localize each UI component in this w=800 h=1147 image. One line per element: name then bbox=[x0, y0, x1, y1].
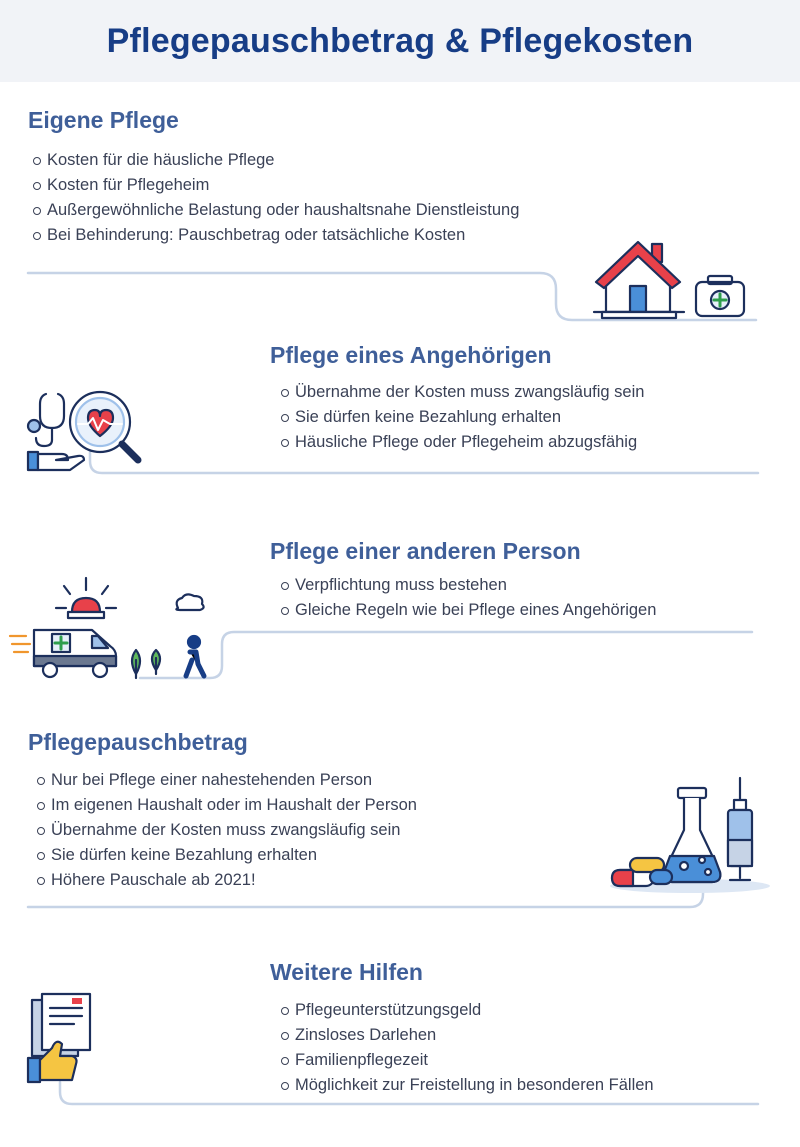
connector-line-1 bbox=[28, 273, 756, 320]
list-item: Höhere Pauschale ab 2021! bbox=[36, 868, 417, 893]
list-item: Möglichkeit zur Freistellung in besonderen Fällen bbox=[280, 1073, 654, 1098]
section-list-pflegepauschbetrag bbox=[36, 768, 417, 893]
list-item: Übernahme der Kosten muss zwangsläufig sein bbox=[280, 380, 644, 405]
list-item: Außergewöhnliche Belastung oder haushaltsnahe Dienstleistung bbox=[32, 198, 519, 223]
connector-line-2 bbox=[90, 452, 758, 473]
section-heading-pflege-eines-angehoerigen: Pflege eines Angehörigen bbox=[270, 342, 552, 368]
section-list-pflege-einer-anderen-person bbox=[280, 573, 656, 623]
list-item: Zinsloses Darlehen bbox=[280, 1023, 654, 1048]
list-item: Nur bei Pflege einer nahestehenden Person bbox=[36, 768, 417, 793]
list-item: Pflegeunterstützungsgeld bbox=[280, 998, 654, 1023]
list-item: Im eigenen Haushalt oder im Haushalt der Person bbox=[36, 793, 417, 818]
list-item: Kosten für Pflegeheim bbox=[32, 173, 519, 198]
page-title: Pflegepauschbetrag & Pflegekosten bbox=[106, 22, 694, 60]
list-item: Kosten für die häusliche Pflege bbox=[32, 148, 519, 173]
list-item: Gleiche Regeln wie bei Pflege eines Angehörigen bbox=[280, 598, 656, 623]
list-item: Familienpflegezeit bbox=[280, 1048, 654, 1073]
section-heading-pflegepauschbetrag: Pflegepauschbetrag bbox=[28, 729, 248, 755]
list-item: Übernahme der Kosten muss zwangsläufig sein bbox=[36, 818, 417, 843]
section-list-eigene-pflege bbox=[32, 148, 519, 248]
list-item: Sie dürfen keine Bezahlung erhalten bbox=[280, 405, 644, 430]
list-item: Verpflichtung muss bestehen bbox=[280, 573, 656, 598]
section-heading-eigene-pflege: Eigene Pflege bbox=[28, 107, 179, 133]
section-heading-pflege-einer-anderen-person: Pflege einer anderen Person bbox=[270, 538, 581, 564]
section-heading-weitere-hilfen: Weitere Hilfen bbox=[270, 959, 423, 985]
section-list-pflege-eines-angehoerigen bbox=[280, 380, 644, 455]
section-list-weitere-hilfen bbox=[280, 998, 654, 1098]
list-item: Bei Behinderung: Pauschbetrag oder tatsächliche Kosten bbox=[32, 223, 519, 248]
connector-line-3 bbox=[140, 632, 752, 678]
list-item: Sie dürfen keine Bezahlung erhalten bbox=[36, 843, 417, 868]
list-item: Häusliche Pflege oder Pflegeheim abzugsfähig bbox=[280, 430, 644, 455]
